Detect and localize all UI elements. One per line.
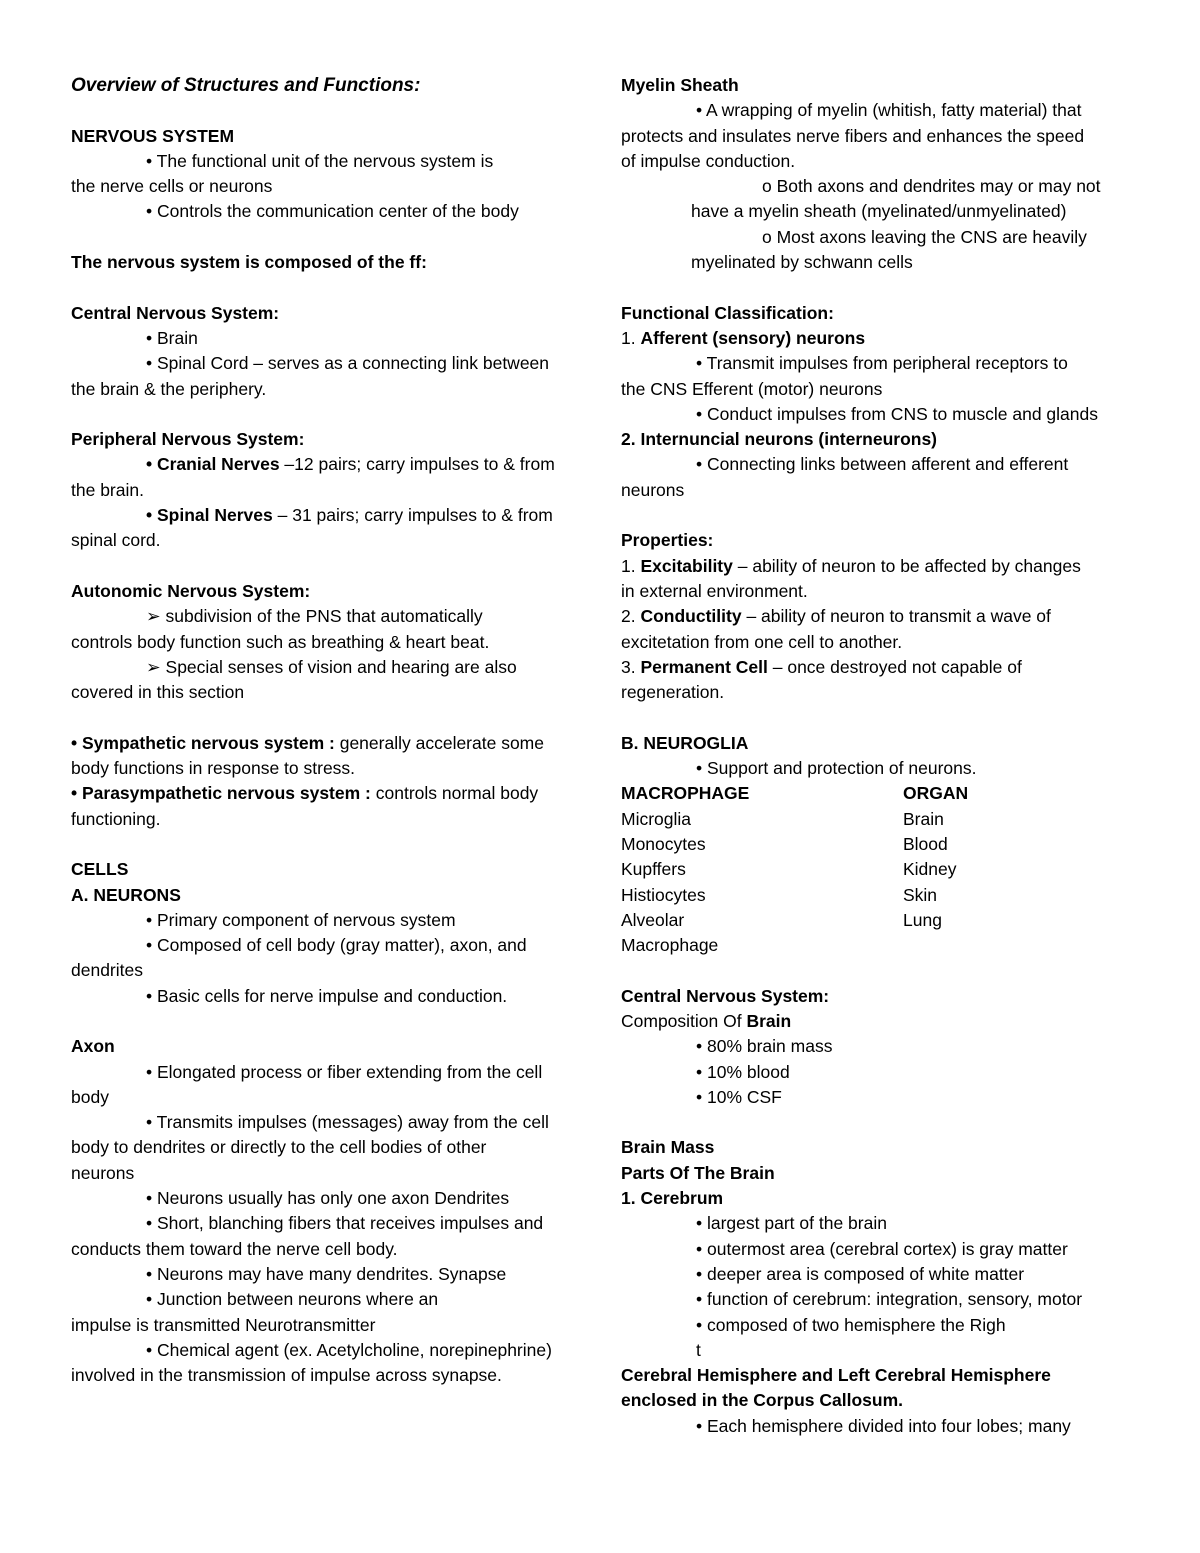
text-line	[71, 1085, 591, 1110]
blank-line	[71, 225, 591, 250]
text-line	[71, 958, 591, 983]
bold-term: • Parasympathetic nervous system :	[71, 783, 371, 804]
line-text: The nervous system is composed of the ff:	[71, 252, 427, 273]
text-line	[621, 1313, 1141, 1338]
section-heading	[621, 984, 1141, 1009]
text-line	[621, 630, 1141, 655]
section-heading	[621, 1186, 1141, 1211]
line-text: • function of cerebrum: integration, sensory, motor	[696, 1289, 1083, 1310]
text-line	[71, 1338, 591, 1363]
line-text: • Controls the communication center of the body	[146, 201, 519, 222]
section-heading	[621, 73, 1141, 98]
list-number: 2.	[621, 606, 641, 627]
table-row	[621, 908, 1141, 933]
text-line	[621, 579, 1141, 604]
blank-line	[71, 705, 591, 730]
line-text: • Short, blanching fibers that receives impulses and	[146, 1213, 544, 1234]
line-text: myelinated by schwann cells	[691, 252, 913, 273]
line-text: controls body function such as breathing & heart beat.	[71, 631, 490, 652]
text-line	[621, 554, 1141, 579]
line-text: excitetation from one cell to another.	[621, 631, 903, 652]
text-line	[71, 1161, 591, 1186]
blank-line	[71, 275, 591, 300]
line-text: o Both axons and dendrites may or may not	[762, 176, 1101, 197]
section-heading	[621, 1363, 1141, 1388]
line-text: Parts Of The Brain	[621, 1162, 775, 1183]
text-line	[621, 1211, 1141, 1236]
section-heading	[71, 857, 591, 882]
text-line	[71, 1135, 591, 1160]
list-number: 3.	[621, 656, 641, 677]
line-text: covered in this section	[71, 682, 245, 703]
line-text: • Chemical agent (ex. Acetylcholine, norepinephrine)	[146, 1339, 552, 1360]
line-text: Macrophage	[621, 935, 719, 956]
text-line	[621, 351, 1141, 376]
text-line	[621, 604, 1141, 629]
text-line	[71, 604, 591, 629]
line-text: • Primary component of nervous system	[146, 909, 456, 930]
line-text: neurons	[621, 479, 685, 500]
section-heading	[621, 1388, 1141, 1413]
line-text: have a myelin sheath (myelinated/unmyelinated)	[691, 201, 1067, 222]
text-line	[71, 528, 591, 553]
line-text: t	[696, 1339, 701, 1360]
table-row	[621, 883, 1141, 908]
text-line	[621, 1060, 1141, 1085]
text-line	[71, 377, 591, 402]
bold-term: Afferent (sensory) neurons	[640, 327, 866, 348]
blank-line	[71, 1009, 591, 1034]
bold-term: Brain	[746, 1010, 792, 1031]
text-line	[71, 731, 591, 756]
text-line	[621, 680, 1141, 705]
text-line	[71, 149, 591, 174]
line-text: • Junction between neurons where an	[146, 1289, 439, 1310]
line-text: the nerve cells or neurons	[71, 176, 273, 197]
text-line	[621, 124, 1141, 149]
line-text: • The functional unit of the nervous system is	[146, 150, 494, 171]
text-line	[71, 807, 591, 832]
line-text: protects and insulates nerve fibers and enhances the speed	[621, 125, 1085, 146]
line-text: Peripheral Nervous System:	[71, 429, 305, 450]
text-line	[621, 174, 1141, 199]
bold-term: • Sympathetic nervous system :	[71, 732, 335, 753]
text-line	[71, 680, 591, 705]
text-line	[621, 149, 1141, 174]
line-text: of impulse conduction.	[621, 150, 796, 171]
text-line	[71, 756, 591, 781]
line-text: • 10% CSF	[696, 1086, 782, 1107]
text-line	[621, 199, 1141, 224]
blank-line	[621, 275, 1141, 300]
line-text: • Each hemisphere divided into four lobes; many	[696, 1415, 1071, 1436]
line-text: – ability of neuron to transmit a wave of	[741, 606, 1051, 627]
line-text: neurons	[71, 1162, 135, 1183]
text-line	[621, 933, 1141, 958]
table-header-row	[621, 781, 1141, 806]
line-text: • Conduct impulses from CNS to muscle and glands	[696, 403, 1098, 424]
line-text: • Support and protection of neurons.	[696, 758, 977, 779]
macrophage-cell: Monocytes	[621, 833, 706, 854]
line-text: 2. Internuncial neurons (interneurons)	[621, 429, 938, 450]
text-line	[621, 655, 1141, 680]
blank-line	[621, 503, 1141, 528]
text-line	[621, 1338, 1141, 1363]
text-line	[71, 174, 591, 199]
section-heading	[621, 1135, 1141, 1160]
blank-line	[71, 832, 591, 857]
line-text: the CNS Efferent (motor) neurons	[621, 378, 883, 399]
line-text: • largest part of the brain	[696, 1213, 887, 1234]
table-row	[621, 857, 1141, 882]
line-text: in external environment.	[621, 580, 808, 601]
blank-line	[621, 705, 1141, 730]
line-text: Composition Of	[621, 1010, 747, 1031]
line-text: • A wrapping of myelin (whitish, fatty material) that	[696, 100, 1082, 121]
line-text: • Brain	[146, 327, 198, 348]
line-text: –12 pairs; carry impulses to & from	[279, 454, 555, 475]
line-text: • Elongated process or fiber extending from the cell	[146, 1061, 543, 1082]
line-text: Properties:	[621, 530, 714, 551]
section-heading	[621, 731, 1141, 756]
line-text: • Neurons usually has only one axon Dendrites	[146, 1188, 510, 1209]
bold-term: Conductility	[640, 606, 742, 627]
section-heading	[71, 883, 591, 908]
line-text: Autonomic Nervous System:	[71, 580, 311, 601]
line-text: involved in the transmission of impulse across synapse.	[71, 1365, 502, 1386]
text-line	[71, 1287, 591, 1312]
text-line	[621, 1237, 1141, 1262]
line-text: CELLS	[71, 859, 129, 880]
line-text: functioning.	[71, 808, 161, 829]
line-text: • 10% blood	[696, 1061, 790, 1082]
line-text: body functions in response to stress.	[71, 758, 356, 779]
list-number: 1.	[621, 327, 641, 348]
line-text: body to dendrites or directly to the cell bodies of other	[71, 1137, 487, 1158]
text-line	[71, 655, 591, 680]
line-text: generally accelerate some	[334, 732, 544, 753]
text-line	[621, 1009, 1141, 1034]
line-text: regeneration.	[621, 682, 725, 703]
line-text: Myelin Sheath	[621, 75, 739, 95]
text-line	[71, 1237, 591, 1262]
text-line	[71, 199, 591, 224]
left-column	[71, 73, 591, 1388]
line-text: the brain & the periphery.	[71, 378, 267, 399]
table-row	[621, 807, 1141, 832]
macrophage-cell: Alveolar	[621, 909, 685, 930]
text-line	[71, 1110, 591, 1135]
section-heading	[71, 301, 591, 326]
text-line	[621, 452, 1141, 477]
line-text: • 80% brain mass	[696, 1036, 833, 1057]
macrophage-cell: Microglia	[621, 808, 692, 829]
blank-line	[621, 958, 1141, 983]
line-text: Axon	[71, 1036, 115, 1057]
section-heading	[71, 124, 591, 149]
text-line	[71, 1262, 591, 1287]
line-text: 1. Cerebrum	[621, 1188, 724, 1209]
section-heading	[621, 1161, 1141, 1186]
organ-cell: Blood	[903, 833, 948, 854]
line-text: NERVOUS SYSTEM	[71, 125, 235, 146]
section-heading	[621, 427, 1141, 452]
line-text: controls normal body	[370, 783, 539, 804]
text-line	[621, 98, 1141, 123]
line-text: the brain.	[71, 479, 144, 500]
line-text: • Connecting links between afferent and efferent	[696, 454, 1069, 475]
line-text: impulse is transmitted Neurotransmitter	[71, 1314, 376, 1335]
macrophage-cell: MACROPHAGE	[621, 783, 750, 804]
text-line	[621, 1287, 1141, 1312]
blank-line	[71, 402, 591, 427]
text-line	[621, 1034, 1141, 1059]
text-line	[71, 933, 591, 958]
text-line	[621, 250, 1141, 275]
text-line	[71, 781, 591, 806]
line-text: Central Nervous System:	[71, 302, 280, 323]
text-line	[71, 478, 591, 503]
section-heading	[71, 1034, 591, 1059]
text-line	[71, 503, 591, 528]
text-line	[621, 225, 1141, 250]
line-text: • outermost area (cerebral cortex) is gray matter	[696, 1238, 1068, 1259]
text-line	[71, 984, 591, 1009]
organ-cell: Lung	[903, 909, 942, 930]
text-line	[621, 756, 1141, 781]
text-line	[71, 1211, 591, 1236]
line-text: Functional Classification:	[621, 302, 834, 323]
section-heading	[71, 427, 591, 452]
section-heading	[621, 528, 1141, 553]
line-text: body	[71, 1086, 109, 1107]
line-text: • deeper area is composed of white matter	[696, 1263, 1025, 1284]
line-text: – ability of neuron to be affected by changes	[732, 555, 1081, 576]
macrophage-cell: Kupffers	[621, 859, 686, 880]
text-line	[71, 1186, 591, 1211]
text-line	[71, 1313, 591, 1338]
list-number: 1.	[621, 555, 641, 576]
line-text: • Neurons may have many dendrites. Synapse	[146, 1263, 507, 1284]
section-heading	[71, 579, 591, 604]
text-line	[621, 326, 1141, 351]
section-heading	[71, 250, 591, 275]
line-text: B. NEUROGLIA	[621, 732, 749, 753]
blank-line	[621, 1110, 1141, 1135]
bold-term: • Cranial Nerves	[146, 454, 280, 475]
line-text: • Spinal Cord – serves as a connecting link between	[146, 353, 550, 374]
text-line	[71, 630, 591, 655]
text-line	[71, 326, 591, 351]
text-line	[621, 377, 1141, 402]
line-text: Central Nervous System:	[621, 985, 830, 1006]
organ-cell: Brain	[903, 808, 944, 829]
line-text: ➢ Special senses of vision and hearing are also	[146, 656, 517, 677]
line-text: enclosed in the Corpus Callosum.	[621, 1390, 903, 1411]
text-line	[71, 351, 591, 376]
bold-term: Excitability	[640, 555, 733, 576]
blank-line	[71, 98, 591, 123]
line-text: • Basic cells for nerve impulse and conduction.	[146, 985, 508, 1006]
text-line	[621, 1262, 1141, 1287]
document-title: Overview of Structures and Functions:	[71, 75, 421, 96]
text-line	[71, 1363, 591, 1388]
text-line	[71, 452, 591, 477]
text-line	[71, 1060, 591, 1085]
text-line	[71, 908, 591, 933]
bold-term: • Spinal Nerves	[146, 505, 273, 526]
line-text: dendrites	[71, 960, 143, 981]
right-column	[621, 73, 1141, 1439]
line-text: Brain Mass	[621, 1137, 715, 1158]
blank-line	[71, 554, 591, 579]
line-text: ➢ subdivision of the PNS that automatically	[146, 606, 483, 627]
line-text: • Composed of cell body (gray matter), axon, and	[146, 935, 527, 956]
line-text: • composed of two hemisphere the Righ	[696, 1314, 1006, 1335]
text-line	[621, 1085, 1141, 1110]
line-text: o Most axons leaving the CNS are heavily	[762, 226, 1087, 247]
table-row	[621, 832, 1141, 857]
text-line	[621, 478, 1141, 503]
organ-cell: ORGAN	[903, 783, 969, 804]
organ-cell: Kidney	[903, 859, 957, 880]
bold-term: Permanent Cell	[640, 656, 768, 677]
line-text: Cerebral Hemisphere and Left Cerebral Hemisphere	[621, 1365, 1051, 1386]
text-line	[621, 402, 1141, 427]
line-text: conducts them toward the nerve cell body.	[71, 1238, 398, 1259]
organ-cell: Skin	[903, 884, 938, 905]
line-text: – 31 pairs; carry impulses to & from	[272, 505, 553, 526]
line-text: A. NEURONS	[71, 884, 181, 905]
section-heading	[621, 301, 1141, 326]
text-line	[621, 1414, 1141, 1439]
macrophage-cell: Histiocytes	[621, 884, 706, 905]
line-text: spinal cord.	[71, 530, 161, 551]
line-text: – once destroyed not capable of	[767, 656, 1022, 677]
line-text: • Transmit impulses from peripheral receptors to	[696, 353, 1068, 374]
line-text: • Transmits impulses (messages) away from the cell	[146, 1112, 549, 1133]
